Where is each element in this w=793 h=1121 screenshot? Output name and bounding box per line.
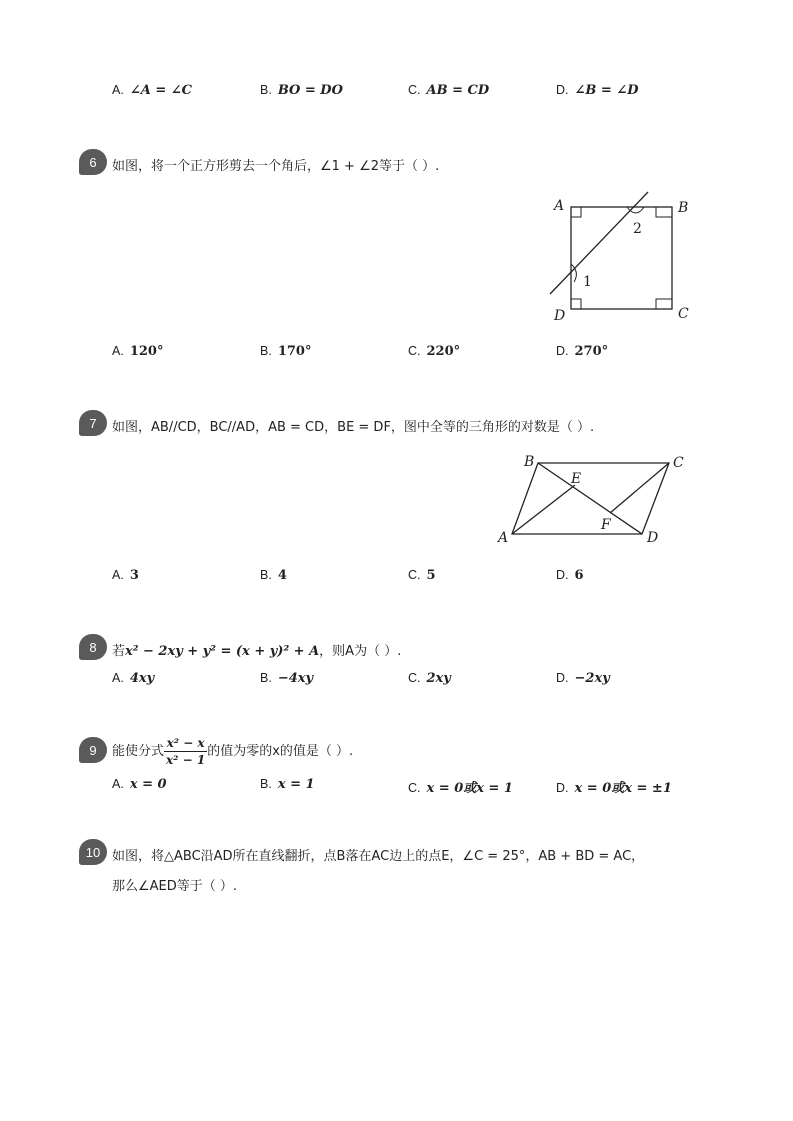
q9-option-b[interactable]: B. x = 1 xyxy=(260,777,315,792)
q7-parallelogram-figure xyxy=(492,450,692,550)
q7-stem: 如图，AB//CD，BC//AD，AB = CD，BE = DF，图中全等的三角形的对数是（ ）. xyxy=(112,420,595,435)
label-e: E xyxy=(571,471,582,487)
label-c: C xyxy=(673,455,684,471)
q9-option-c[interactable]: C. x = 0或x = 1 xyxy=(408,781,513,796)
q5-option-b[interactable]: B. BO = DO xyxy=(260,83,343,98)
q8-option-a[interactable]: A. 4xy xyxy=(112,671,155,686)
label-d: D xyxy=(554,308,566,324)
q6-stem: 如图，将一个正方形剪去一个角后，∠1 + ∠2等于（ ）. xyxy=(112,159,440,174)
q8-option-b[interactable]: B. −4xy xyxy=(260,671,314,686)
angle-1-label: 1 xyxy=(583,274,592,290)
q5-option-d[interactable]: D. ∠B = ∠D xyxy=(556,83,639,98)
q8-option-c[interactable]: C. 2xy xyxy=(408,671,451,686)
q7-option-d[interactable]: D. 6 xyxy=(556,568,584,583)
q9-fraction: $\frac{\text{x² − x}}{\text{x² − 1}}$ xyxy=(166,736,206,767)
q7-option-c[interactable]: C. 5 xyxy=(408,568,436,583)
label-b: B xyxy=(678,200,689,216)
q10-stem-line-2: 那么∠AED等于（ ）. xyxy=(112,879,238,894)
label-a: A xyxy=(554,198,565,214)
q9-stem: 能使分式 $\frac{\text{x² − x}}{\text{x² − 1}}$ 的值为零的x的值是（ ）. xyxy=(112,736,354,767)
q6-square-figure xyxy=(540,188,700,328)
q8-equation: x² − 2xy + y² = (x + y)² + A xyxy=(125,644,320,659)
q9-option-a[interactable]: A. x = 0 xyxy=(112,777,167,792)
label-f: F xyxy=(601,517,611,533)
question-number-badge: 8 xyxy=(79,634,107,660)
label-b: B xyxy=(524,454,535,470)
q7-option-b[interactable]: B. 4 xyxy=(260,568,287,583)
q6-option-c[interactable]: C. 220° xyxy=(408,344,461,359)
q6-option-d[interactable]: D. 270° xyxy=(556,344,609,359)
q9-option-d[interactable]: D. x = 0或x = ±1 xyxy=(556,781,672,796)
question-number-badge: 7 xyxy=(79,410,107,436)
q5-option-c[interactable]: C. AB = CD xyxy=(408,83,490,98)
q7-option-a[interactable]: A. 3 xyxy=(112,568,139,583)
q8-option-d[interactable]: D. −2xy xyxy=(556,671,610,686)
label-a: A xyxy=(498,530,509,546)
q6-option-a[interactable]: A. 120° xyxy=(112,344,164,359)
question-number-badge: 6 xyxy=(79,149,107,175)
label-c: C xyxy=(678,306,689,322)
label-d: D xyxy=(647,530,659,546)
question-number-badge: 9 xyxy=(79,737,107,763)
q6-option-b[interactable]: B. 170° xyxy=(260,344,312,359)
question-number-badge: 10 xyxy=(79,839,107,865)
angle-2-label: 2 xyxy=(633,221,642,237)
q10-stem-line-1: 如图，将△ABC沿AD所在直线翻折，点B落在AC边上的点E，∠C = 25°，AB + BD = AC， xyxy=(112,849,645,864)
q5-option-a[interactable]: A. ∠A = ∠C xyxy=(112,83,192,98)
q8-stem: 若x² − 2xy + y² = (x + y)² + A，则A为（ ）. xyxy=(112,644,402,659)
